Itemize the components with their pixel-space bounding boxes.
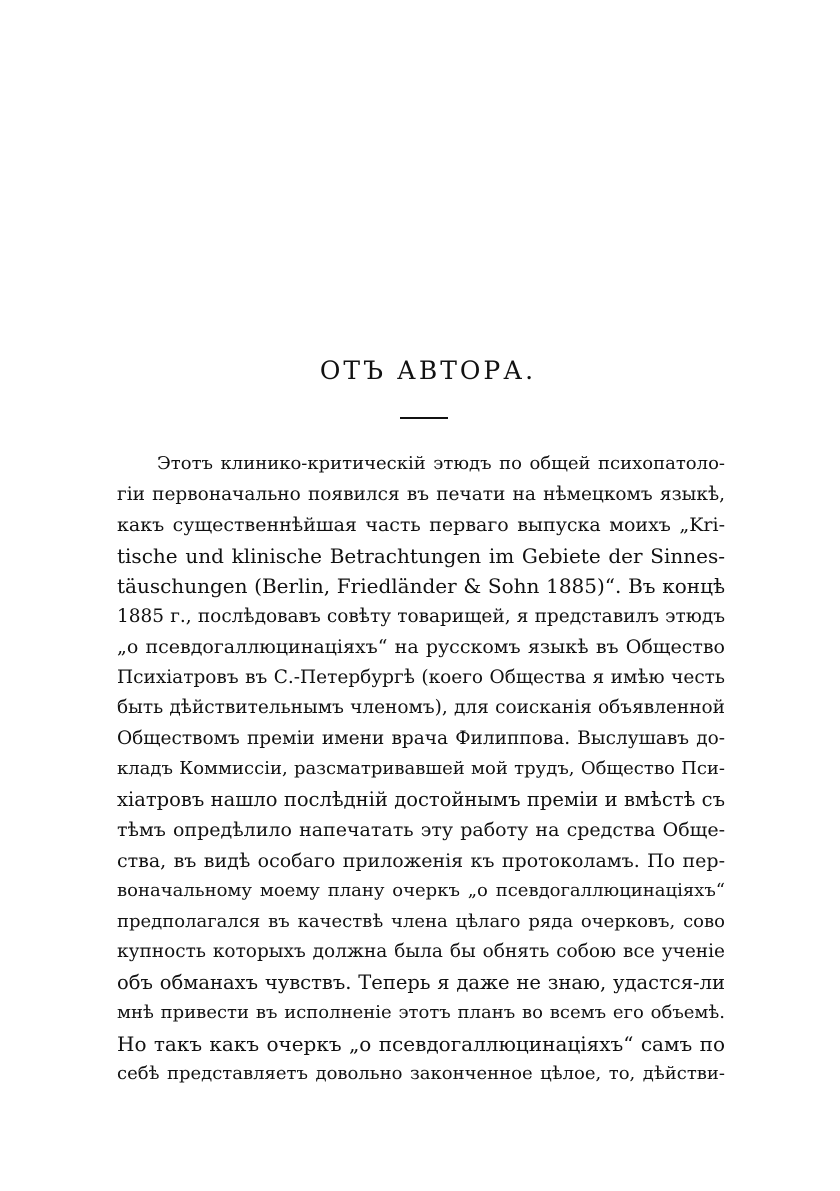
text-line: Этотъ клинико-критическій этюдъ по общей психопатоло- (157, 453, 725, 474)
text-line: Психіатровъ въ С.-Петербургѣ (коего Общества я имѣю честь (117, 666, 725, 688)
text-line: „о псевдогаллюцинаціяхъ“ на русскомъ языкѣ въ Общество (117, 636, 725, 658)
text-line: tische und klinische Betrachtungen im Gebiete der Sinnes- (117, 543, 725, 568)
page-heading: ОТЪ АВТОРА. (319, 356, 537, 385)
text-line: предполагался въ качествѣ члена цѣлаго ряда очерковъ, сово (117, 910, 725, 932)
text-line: 1885 г., послѣдовавъ совѣту товарищей, я представилъ этюдъ (117, 605, 725, 627)
text-line: täuschungen (Berlin, Friedländer & Sohn 1885)“. Въ концѣ (117, 574, 725, 598)
text-line: быть дѣйствительнымъ членомъ), для соисканія объявленной (117, 697, 725, 718)
text-line: тѣмъ опредѣлило напечатать эту работу на средства Обще- (117, 819, 725, 841)
text-line: кладъ Коммиссіи, разсматривавшей мой трудъ, Общество Пси- (117, 758, 725, 779)
text-line: себѣ представляетъ довольно законченное цѣлое, то, дѣйстви- (117, 1063, 725, 1084)
text-line: воначальному моему плану очеркъ „о псевдогаллюцинаціяхъ“ (117, 880, 725, 901)
text-line: какъ существеннѣйшая часть перваго выпуска моихъ „Kri- (117, 514, 725, 536)
text-line: купность которыхъ должна была бы обнять собою все ученіе (117, 941, 725, 962)
text-line: Обществомъ преміи имени врача Филиппова. Выслушавъ до- (117, 727, 725, 749)
body-paragraph (117, 449, 725, 1090)
text-line: ства, въ видѣ особаго приложенія къ протоколамъ. По пер- (117, 849, 725, 872)
text-line: мнѣ привести въ исполненіе этотъ планъ во всемъ его объемѣ. (117, 1002, 725, 1023)
text-line: объ обманахъ чувствъ. Теперь я даже не знаю, удастся-ли (117, 970, 725, 994)
text-line: Но такъ какъ очеркъ „о псевдогаллюцинаціяхъ“ самъ по (117, 1031, 725, 1056)
text-line: хіатровъ нашло послѣдній достойнымъ преміи и вмѣстѣ съ (117, 787, 725, 811)
text-line: гіи первоначально появился въ печати на нѣмецкомъ языкѣ, (117, 483, 725, 505)
heading-rule (400, 417, 448, 419)
